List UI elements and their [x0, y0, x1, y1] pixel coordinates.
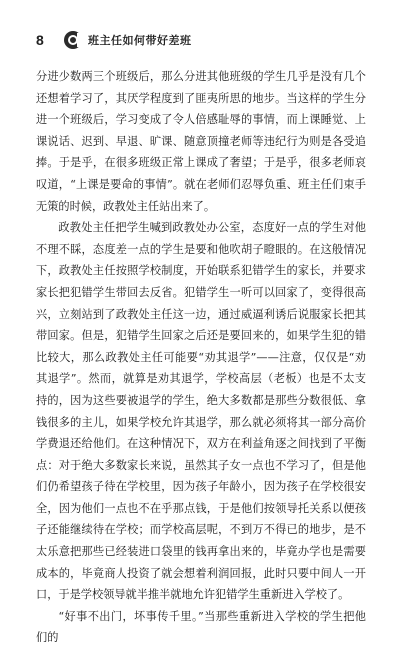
- page-body: [36, 66, 366, 649]
- book-logo-icon: [64, 31, 82, 49]
- page-number: 8: [36, 32, 44, 48]
- paragraph: 分进少数两三个班级后，那么分进其他班级的学生几乎是没有几个还想着学习了，其厌学程度到了匪夷所思的地步。当这样的学生分进一个班级后，学习变成了令人倍感耻辱的事情，而上课睡觉、上课说话、迟到、早退、旷课、随意顶撞老师等违纪行为则是各受追捧。于是乎，在很多班级正常上课成了奢望；于是乎，很多老师哀叹道，“上课是要命的事情”。就在老师们忍辱负重、班主任们束手无策的时候，政教处主任站出来了。: [36, 70, 366, 213]
- paragraph: 政教处主任把学生喊到政教处办公室，态度好一点的学生对他不理不睬，态度差一点的学生是要和他吹胡子瞪眼的。在这般情况下，政教处主任按照学校制度，开始联系犯错学生的家长，并要求家长把犯错学生带回去反省。犯错学生一听可以回家了，变得很高兴，立刻站到了政教处主任这一边，通过威逼利诱后说服家长把其带回家。但是，犯错学生回家之后还是要回来的，如果学生犯的错比较大，那么政教处主任可能要“劝其退学”——注意，仅仅是“劝其退学”。然而，就算是劝其退学，学校高层（老板）也是不太支持的，因为这些要被退学的学生，绝大多数都是那些分数很低、拿钱很多的主儿，如果学校允许其退学，那么就必须将其一部分高价学费退还给他们。在这种情况下，双方在利益角逐之间找到了平衡点：对于绝大多数家长来说，虽然其子女一点也不学习了，但是他们仍希望孩子待在学校里，因为孩子年龄小，因为孩子在学校很安全，因为他们一点也不在乎那点钱，于是他们按领导托关系以便孩子还能继续待在学校；而学校高层呢，不到万不得已的地步，是不太乐意把那些已经装进口袋里的钱再拿出来的，毕竟办学也是需要成本的，毕竟商人投资了就会想着利润回报，此时只要中间人一开口，于是学校领导就半推半就地允许犯错学生重新进入学校了。: [36, 221, 366, 602]
- page-header: [36, 28, 364, 52]
- paragraph: “好事不出门，坏事传千里。”当那些重新进入学校的学生把他们的: [36, 609, 366, 645]
- book-title: 班主任如何带好差班: [88, 34, 192, 47]
